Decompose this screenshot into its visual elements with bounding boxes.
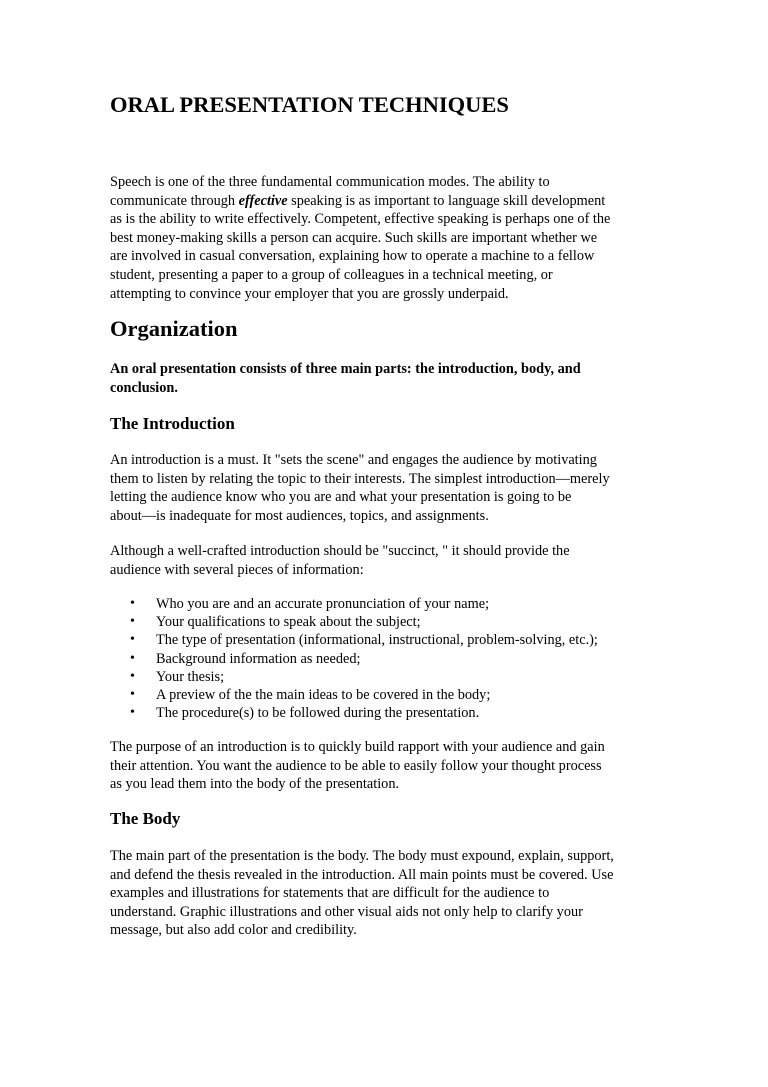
text-run: speaking is as important to language skill development [287,192,606,209]
text-line: message, but also add color and credibility. [110,922,357,939]
organization-heading: Organization [110,316,238,341]
list-item [110,595,598,613]
list-item [110,650,598,668]
text-line: audience with several pieces of information: [110,561,364,578]
text-line: Speech is one of the three fundamental communication modes. The ability to [110,174,550,190]
list-item [110,704,598,722]
text-line: best money-making skills a person can acquire. Such skills are important whether we [110,229,598,246]
list-item [110,613,598,631]
list-item [110,631,598,649]
text-line: An oral presentation consists of three main parts: the introduction, body, and [110,361,581,377]
list-item-text: A preview of the the main ideas to be covered in the body; [156,687,491,704]
text-line [110,192,662,211]
intro-paragraph [110,173,662,303]
text-line: as you lead them into the body of the presentation. [110,776,400,793]
list-item-text: The type of presentation (informational, instructional, problem-solving, etc.); [156,632,598,649]
text-line: are involved in casual conversation, explaining how to operate a machine to a fellow [110,248,595,265]
list-item-text: The procedure(s) to be followed during the presentation. [156,705,480,722]
text-line: An introduction is a must. It "sets the scene" and engages the audience by motivating [110,452,597,468]
organization-lead [110,360,662,397]
list-item-text: Who you are and an accurate pronunciation of your name; [156,596,490,612]
text-line: The main part of the presentation is the body. The body must expound, explain, support, [110,848,614,864]
introduction-paragraph-2 [110,542,662,579]
introduction-bullet-list [110,595,598,722]
list-item [110,686,598,704]
bullet-icon: • [130,650,135,666]
bullet-icon: • [130,687,135,703]
body-heading: The Body [110,809,181,828]
text-line: understand. Graphic illustrations and other visual aids not only help to clarify your [110,903,583,920]
list-item-text: Background information as needed; [156,650,361,667]
list-item [110,668,598,686]
text-line: conclusion. [110,379,178,396]
text-line: as is the ability to write effectively. Competent, effective speaking is perhaps one of the [110,211,611,228]
introduction-paragraph-3 [110,738,662,794]
text-line: attempting to convince your employer that you are grossly underpaid. [110,285,509,302]
text-line: their attention. You want the audience to be able to easily follow your thought process [110,757,602,774]
text-line: student, presenting a paper to a group of colleagues in a technical meeting, or [110,266,553,283]
text-line: about—is inadequate for most audiences, topics, and assignments. [110,507,489,524]
text-line: them to listen by relating the topic to their interests. The simplest introduction—merely [110,470,610,487]
bullet-icon: • [130,632,135,648]
bullet-icon: • [130,614,135,630]
list-item-text: Your qualifications to speak about the subject; [156,614,421,631]
body-paragraph-1 [110,847,662,940]
text-line: and defend the thesis revealed in the introduction. All main points must be covered. Use [110,866,614,883]
text-line: examples and illustrations for statements that are difficult for the audience to [110,885,550,902]
introduction-heading: The Introduction [110,414,235,433]
text-run: communicate through [110,192,239,209]
text-line: letting the audience know who you are and what your presentation is going to be [110,489,572,506]
emphasis-effective: effective [238,192,288,209]
list-item-text: Your thesis; [156,668,225,685]
bullet-icon: • [130,668,135,684]
bullet-icon: • [130,596,135,611]
bullet-icon: • [130,705,135,721]
introduction-paragraph-1 [110,451,662,525]
text-line: Although a well-crafted introduction should be "succinct, " it should provide the [110,543,570,559]
document-title: ORAL PRESENTATION TECHNIQUES [110,92,509,117]
text-line: The purpose of an introduction is to quickly build rapport with your audience and gain [110,739,605,755]
